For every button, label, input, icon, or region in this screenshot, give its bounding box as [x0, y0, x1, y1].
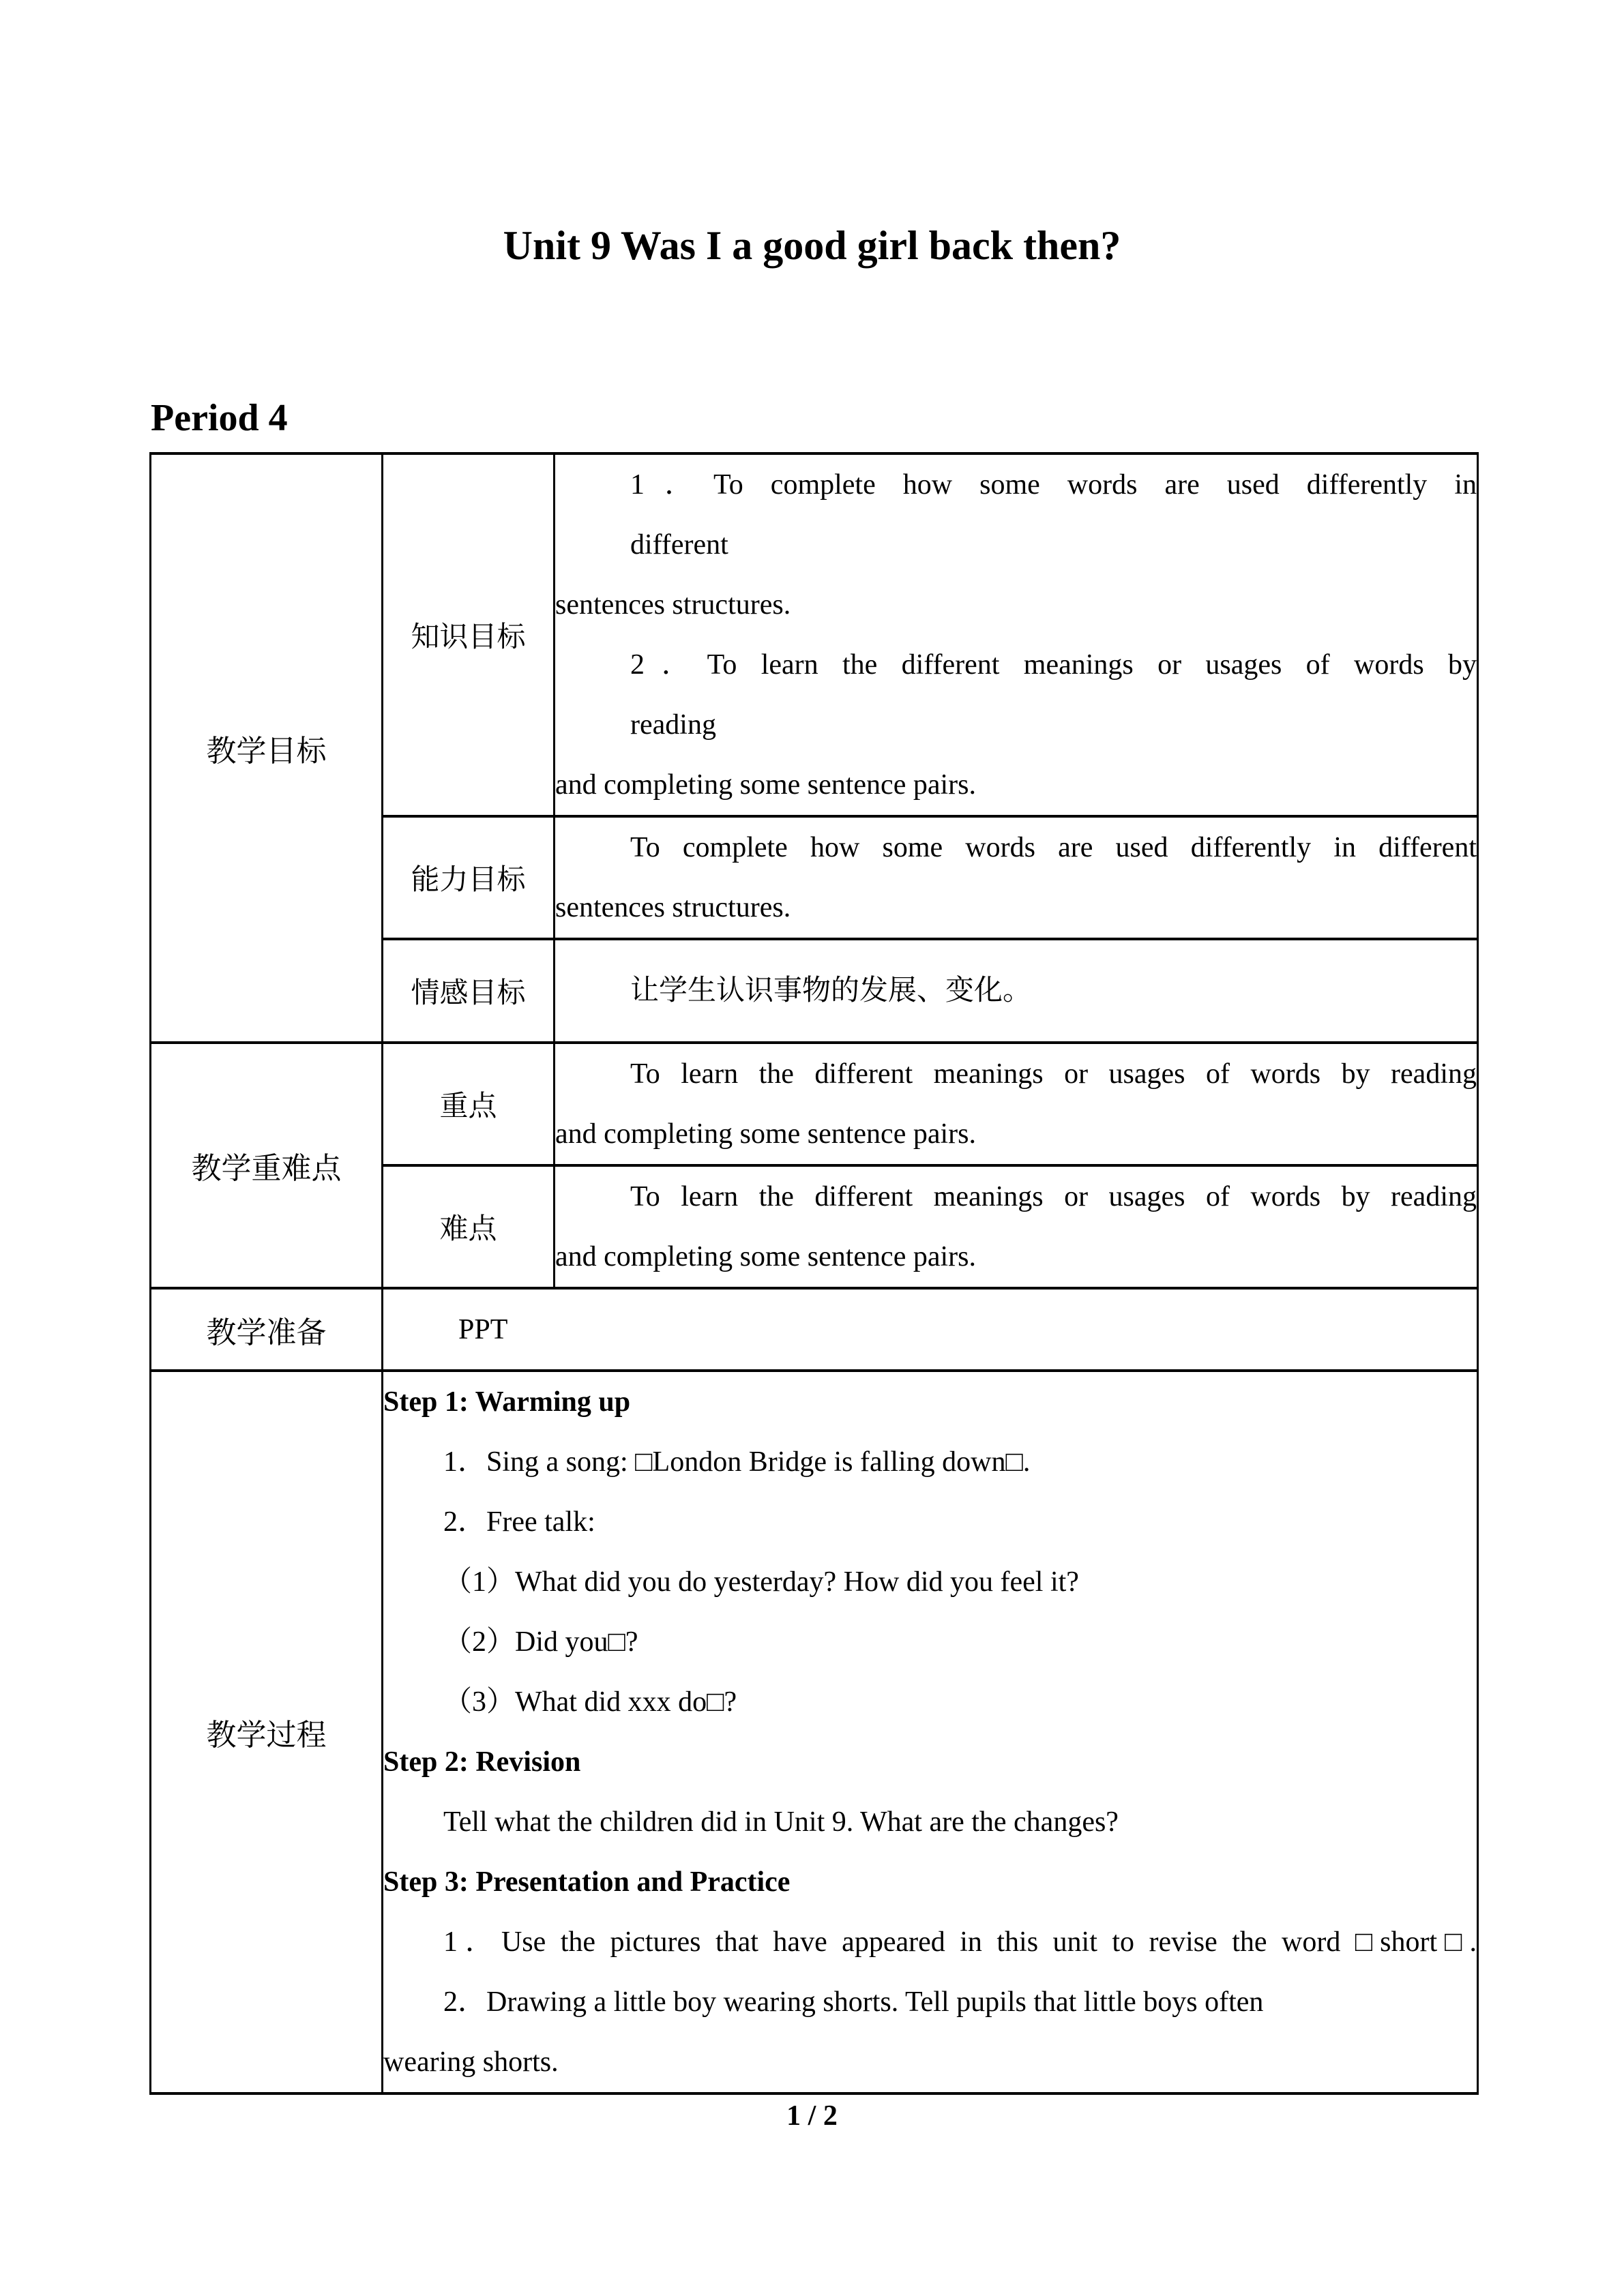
cell-difficult-content	[555, 1165, 1478, 1288]
text-line: To learn the different meanings or usages of words by reading	[630, 1058, 1477, 1090]
cell-key-content	[555, 1043, 1478, 1165]
text-line: different	[630, 529, 728, 561]
text-line: （3）What did xxx do□?	[443, 1686, 737, 1718]
text-line: and completing some sentence pairs.	[555, 769, 976, 801]
lesson-plan-table	[149, 452, 1479, 2095]
cell-objectives-label: 教学目标	[151, 453, 383, 1043]
cell-ability-label: 能力目标	[383, 816, 555, 939]
text-line: （2）Did you□?	[443, 1626, 638, 1658]
table-row	[151, 1043, 1478, 1165]
table-row	[151, 1288, 1478, 1371]
page-number: 1 / 2	[786, 2100, 838, 2132]
cell-process-content	[383, 1371, 1478, 2093]
cell-difficult-label: 难点	[383, 1165, 555, 1288]
text-line: To complete how some words are used differently in different	[630, 832, 1477, 863]
text-line: Step 1: Warming up	[383, 1386, 631, 1418]
text-line: Step 2: Revision	[383, 1746, 581, 1778]
table-row	[151, 1371, 1478, 2093]
section-heading: Period 4	[151, 397, 288, 439]
document-title: Unit 9 Was I a good girl back then?	[503, 223, 1121, 268]
text-line: To learn the different meanings or usages of words by reading	[630, 1181, 1477, 1212]
cell-knowledge-content	[555, 453, 1478, 816]
text-line: 1．Use the pictures that have appeared in this unit to revise the word □short□.	[443, 1926, 1477, 1958]
text-line: Tell what the children did in Unit 9. What are the changes?	[443, 1806, 1119, 1838]
cell-ability-content	[555, 816, 1478, 939]
text-line: 1．Sing a song: □London Bridge is falling down□.	[443, 1446, 1031, 1478]
cell-emotion-label: 情感目标	[383, 939, 555, 1043]
cell-preparation-content	[383, 1288, 1478, 1371]
text-line: Step 3: Presentation and Practice	[383, 1866, 791, 1898]
text-line: sentences structures.	[555, 892, 791, 923]
cell-emotion-content	[555, 939, 1478, 1043]
cell-key-difficult-label: 教学重难点	[151, 1043, 383, 1288]
cell-knowledge-label: 知识目标	[383, 453, 555, 816]
text-line: and completing some sentence pairs.	[555, 1118, 976, 1150]
text-line: （1）What did you do yesterday? How did you feel it?	[443, 1566, 1079, 1598]
cell-key-label: 重点	[383, 1043, 555, 1165]
text-line: and completing some sentence pairs.	[555, 1241, 976, 1272]
cell-process-label: 教学过程	[151, 1371, 383, 2093]
text-line: 2．To learn the different meanings or usages of words by	[630, 649, 1477, 681]
text-line: sentences structures.	[555, 589, 791, 621]
text-line: 1．To complete how some words are used differently in	[630, 469, 1477, 501]
cell-preparation-label: 教学准备	[151, 1288, 383, 1371]
table-row	[151, 453, 1478, 816]
text-line: reading	[630, 709, 716, 741]
text-line: 让学生认识事物的发展、变化。	[630, 975, 1032, 1007]
text-line: 2．Free talk:	[443, 1506, 595, 1538]
text-line: 2．Drawing a little boy wearing shorts. Tell pupils that little boys often	[443, 1986, 1264, 2018]
text-line: wearing shorts.	[383, 2046, 559, 2078]
text-line: PPT	[458, 1313, 508, 1345]
